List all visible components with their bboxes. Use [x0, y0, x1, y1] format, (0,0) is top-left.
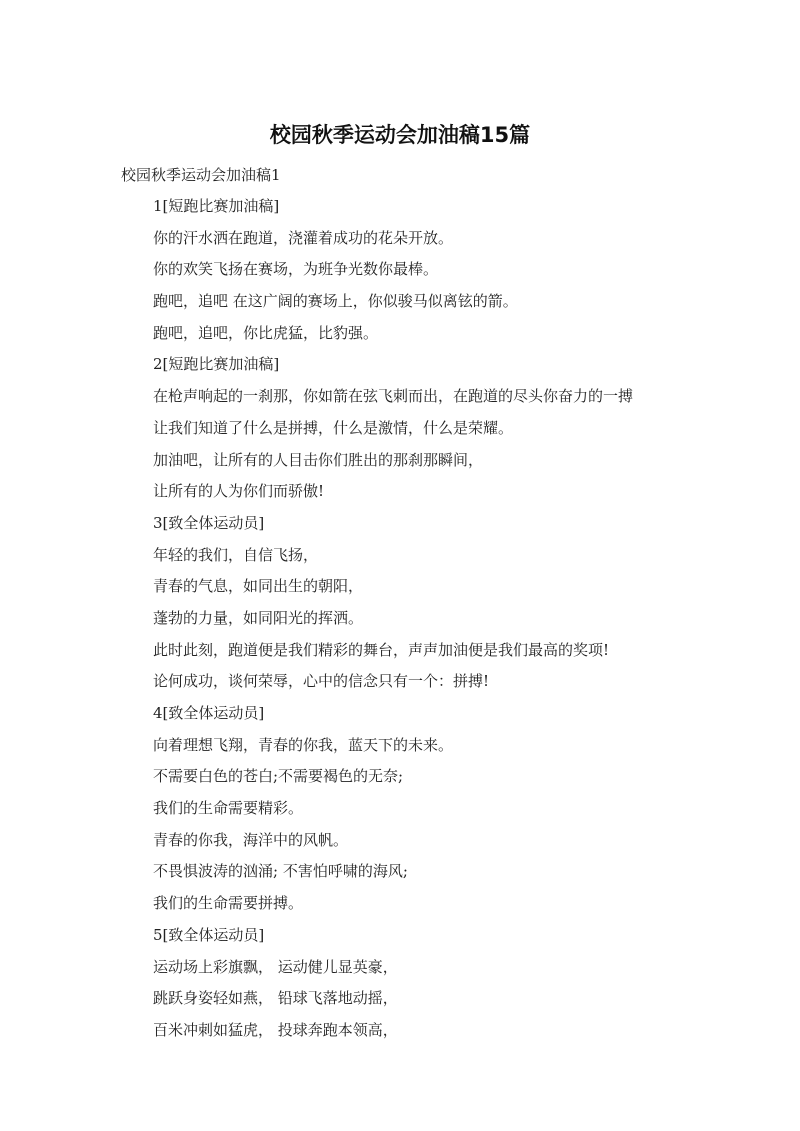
text-line: 我们的生命需要拼搏。 [153, 894, 304, 913]
text-line: 我们的生命需要精彩。 [153, 799, 304, 818]
text-line: 跑吧，追吧 在这广阔的赛场上，你似骏马似离铉的箭。 [153, 292, 518, 311]
text-line: 5[致全体运动员] [153, 925, 265, 944]
text-line: 4[致全体运动员] [153, 704, 265, 722]
text-line: 跑吧，追吧，你比虎猛，比豹强。 [153, 323, 379, 342]
text-line: 跳跃身姿轻如燕， 铅球飞落地动摇， [153, 989, 398, 1008]
text-line: 2[短跑比赛加油稿] [153, 355, 280, 374]
text-line: 论何成功，谈何荣辱，心中的信念只有一个：拼搏! [153, 672, 490, 691]
text-line: 百米冲刺如猛虎， 投球奔跑本领高， [153, 1020, 398, 1039]
text-line: 年轻的我们，自信飞扬， [153, 545, 319, 564]
text-line: 蓬勃的力量，如同阳光的挥洒。 [153, 608, 364, 627]
text-line: 3[致全体运动员] [153, 513, 265, 532]
text-line: 此时此刻，跑道便是我们精彩的舞台，声声加油便是我们最高的奖项! [153, 640, 610, 659]
text-line: 青春的气息，如同出生的朝阳， [153, 577, 364, 596]
text-line: 运动场上彩旗飘， 运动健儿显英豪， [153, 957, 398, 976]
document-title: 校园秋季运动会加油稿15篇 [269, 123, 531, 147]
document-subtitle: 校园秋季运动会加油稿1 [121, 166, 281, 184]
text-line: 加油吧，让所有的人目击你们胜出的那刹那瞬间， [153, 450, 484, 469]
text-line: 不需要白色的苍白;不需要褐色的无奈; [153, 767, 404, 786]
text-line: 不畏惧波涛的汹涌; 不害怕呼啸的海风; [153, 862, 408, 881]
text-line: 1[短跑比赛加油稿] [153, 197, 280, 215]
text-line: 让我们知道了什么是拼搏，什么是激情，什么是荣耀。 [153, 418, 514, 437]
text-line: 在枪声响起的一刹那，你如箭在弦飞刺而出，在跑道的尽头你奋力的一搏 [153, 387, 634, 406]
text-line: 青春的你我，海洋中的风帆。 [153, 830, 349, 849]
text-line: 你的欢笑飞扬在赛场，为班争光数你最棒。 [153, 260, 439, 279]
text-line: 你的汗水洒在跑道，浇灌着成功的花朵开放。 [153, 228, 454, 247]
text-line: 让所有的人为你们而骄傲! [153, 482, 325, 501]
document-body [153, 194, 753, 1050]
text-line: 向着理想飞翔，青春的你我，蓝天下的未来。 [153, 735, 454, 754]
